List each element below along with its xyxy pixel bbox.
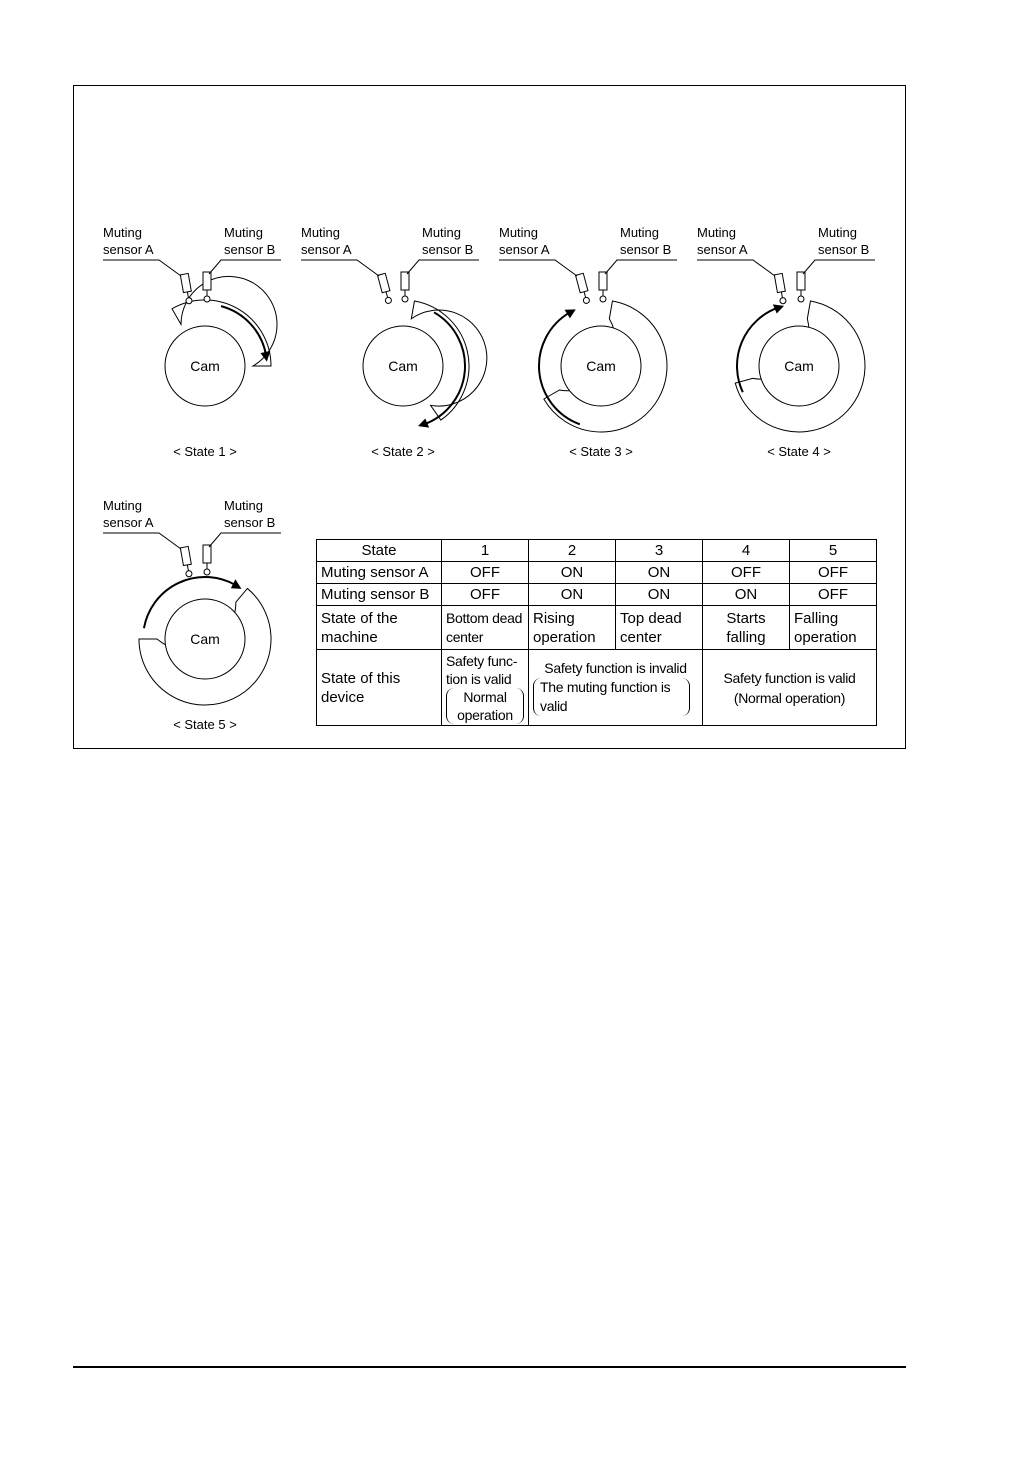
table-row — [317, 540, 877, 562]
cam-sensor-drawing — [499, 226, 699, 466]
sensor-a-roller — [185, 297, 192, 304]
sensor-a-roller — [385, 297, 392, 304]
state-diagram-5 — [103, 499, 303, 739]
sensor-a-body — [180, 546, 191, 565]
state-caption: < State 2 > — [371, 444, 435, 459]
sensor-a-leader — [499, 260, 577, 276]
state-diagram-4 — [697, 226, 897, 466]
row-label: Muting sensor A — [317, 562, 442, 584]
sensor-a-label: Muting sensor A — [697, 225, 748, 257]
sensor-a-body — [576, 273, 588, 292]
table-cell: ON — [616, 584, 703, 606]
sensor-a-stem — [386, 292, 388, 298]
table-cell: ON — [529, 562, 616, 584]
table-cell: 2 — [529, 540, 616, 562]
table-row — [317, 606, 877, 650]
sensor-a-label: Muting sensor A — [103, 498, 154, 530]
table-cell: Bottom dead center — [442, 606, 529, 650]
sensor-b-label: Muting sensor B — [818, 225, 870, 257]
muting-sensor-b-icon — [599, 272, 607, 290]
sensor-b-roller — [600, 296, 606, 302]
muting-sensor-a-icon — [180, 273, 193, 304]
sensor-b-roller — [402, 296, 408, 302]
muting-sensor-b-icon — [401, 272, 409, 290]
table-cell: 1 — [442, 540, 529, 562]
sensor-b-label: Muting sensor B — [224, 498, 276, 530]
sensor-a-body — [378, 273, 390, 292]
cam-sensor-drawing — [103, 499, 303, 739]
sensor-b-roller — [204, 569, 210, 575]
table-cell: Starts falling — [703, 606, 790, 650]
sensor-a-body — [774, 273, 785, 292]
device-state-1-paren: Normal operation — [446, 688, 524, 724]
sensor-a-roller — [779, 297, 786, 304]
cam-label: Cam — [190, 358, 220, 374]
sensor-a-leader — [697, 260, 775, 276]
sensor-a-label: Muting sensor A — [103, 225, 154, 257]
device-state-23-paren: The muting function is valid — [533, 678, 690, 716]
cam-sensor-drawing — [103, 226, 303, 466]
muting-sensor-a-icon — [576, 273, 591, 304]
table-cell: Top dead center — [616, 606, 703, 650]
row-label: State — [317, 540, 442, 562]
sensor-b-leader — [209, 533, 281, 547]
sensor-b-leader — [209, 260, 281, 274]
state-diagram-1 — [103, 226, 303, 466]
muting-sensor-a-icon — [774, 273, 787, 304]
sensor-a-stem — [187, 565, 188, 571]
sensor-a-stem — [584, 292, 586, 298]
cam-label: Cam — [190, 631, 220, 647]
state-caption: < State 5 > — [173, 717, 237, 732]
sensor-a-roller — [583, 297, 590, 304]
sensor-b-label: Muting sensor B — [224, 225, 276, 257]
state-caption: < State 4 > — [767, 444, 831, 459]
sensor-b-roller — [798, 296, 804, 302]
cam-sensor-drawing — [301, 226, 501, 466]
device-state-1-text: Safety func- tion is valid — [446, 652, 518, 687]
table-cell: OFF — [442, 584, 529, 606]
device-state-23-text: Safety function is invalid — [544, 660, 687, 676]
cam-sensor-drawing — [697, 226, 897, 466]
sensor-b-leader — [407, 260, 479, 274]
muting-sensor-a-icon — [378, 273, 393, 304]
table-row — [317, 650, 877, 726]
sensor-b-label: Muting sensor B — [422, 225, 474, 257]
table-row — [317, 584, 877, 606]
table-cell: Rising operation — [529, 606, 616, 650]
sensor-a-label: Muting sensor A — [301, 225, 352, 257]
state-caption: < State 3 > — [569, 444, 633, 459]
cam-label: Cam — [784, 358, 814, 374]
table-cell: 3 — [616, 540, 703, 562]
table-cell: OFF — [703, 562, 790, 584]
table-cell: OFF — [790, 562, 877, 584]
table-row — [317, 562, 877, 584]
state-diagram-2 — [301, 226, 501, 466]
device-state-45-text: Safety function is valid — [723, 669, 856, 686]
state-diagram-3 — [499, 226, 699, 466]
cam-label: Cam — [388, 358, 418, 374]
sensor-b-leader — [803, 260, 875, 274]
sensor-b-roller — [204, 296, 210, 302]
row-label: State of this device — [317, 650, 442, 726]
sensor-a-body — [180, 273, 191, 292]
sensor-a-leader — [103, 260, 181, 276]
sensor-a-roller — [185, 570, 192, 577]
state-caption: < State 1 > — [173, 444, 237, 459]
muting-sensor-b-icon — [203, 272, 211, 290]
sensor-b-label: Muting sensor B — [620, 225, 672, 257]
state-table — [316, 539, 877, 726]
sensor-a-label: Muting sensor A — [499, 225, 550, 257]
sensor-b-leader — [605, 260, 677, 274]
muting-sensor-b-icon — [203, 545, 211, 563]
row-label: Muting sensor B — [317, 584, 442, 606]
table-cell: ON — [703, 584, 790, 606]
sensor-a-stem — [781, 292, 782, 298]
table-cell: Falling operation — [790, 606, 877, 650]
sensor-a-leader — [103, 533, 181, 549]
cam-label: Cam — [586, 358, 616, 374]
table-cell: 4 — [703, 540, 790, 562]
muting-sensor-a-icon — [180, 546, 193, 577]
table-cell: ON — [616, 562, 703, 584]
table-cell: OFF — [790, 584, 877, 606]
table-cell: 5 — [790, 540, 877, 562]
table-cell: ON — [529, 584, 616, 606]
sensor-a-leader — [301, 260, 379, 276]
table-cell: OFF — [442, 562, 529, 584]
footer-rule — [73, 1366, 906, 1368]
row-label: State of the machine — [317, 606, 442, 650]
muting-sensor-b-icon — [797, 272, 805, 290]
device-state-45-paren: (Normal operation) — [733, 689, 846, 706]
sensor-a-stem — [187, 292, 188, 298]
